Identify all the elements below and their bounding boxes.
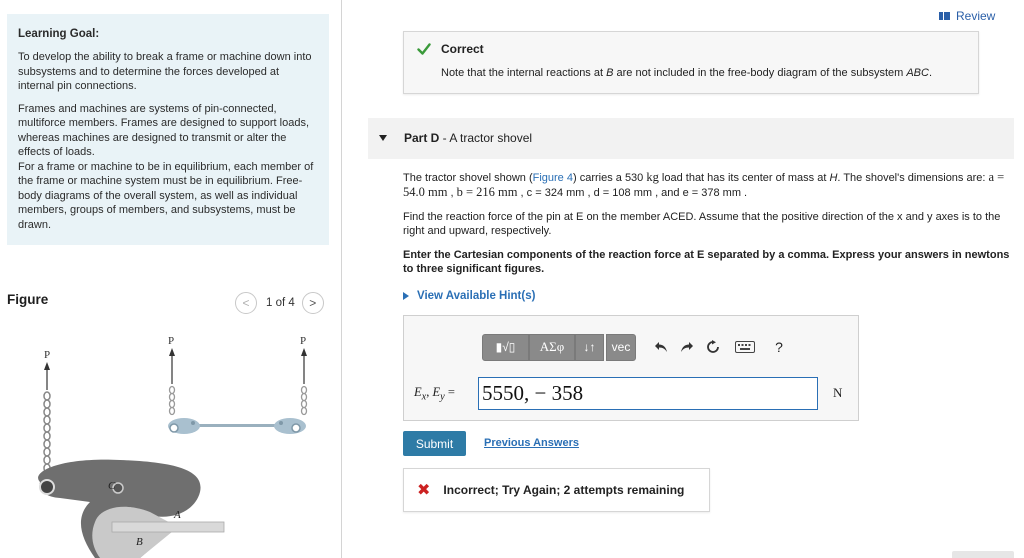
load-unit: kg <box>646 170 659 184</box>
dims-intro: . The shovel's dimensions are: <box>837 172 989 184</box>
label-ex: E <box>414 385 422 399</box>
part-prefix: Part D <box>404 131 440 145</box>
chevron-left-icon: < <box>242 296 250 310</box>
force-label-p-left: P <box>44 349 51 361</box>
greek-symbols-button[interactable]: ΑΣφ <box>529 334 575 361</box>
point-label-c: C <box>108 480 116 492</box>
part-name: A tractor shovel <box>449 131 533 145</box>
middle-pull-arrow <box>169 348 175 384</box>
previous-answers-link[interactable]: Previous Answers <box>484 437 579 449</box>
ground-slab <box>112 522 224 532</box>
view-hints-toggle[interactable] <box>403 290 535 302</box>
review-label: Review <box>956 9 996 23</box>
chevron-right-icon: > <box>309 296 317 310</box>
part-title <box>404 131 532 145</box>
problem-find: Find the reaction force of the pin at E on the member ACED. Assume that the positive direction of the x and y axes is to the right and upward, respectively. <box>403 211 1001 237</box>
figure-4-link[interactable]: Figure 4 <box>532 172 573 184</box>
part-d-header[interactable] <box>368 118 1014 159</box>
keyboard-icon[interactable] <box>732 334 758 361</box>
suspended-beam <box>168 418 306 434</box>
reset-icon[interactable] <box>700 334 726 361</box>
dim-a: a = 54.0 mm <box>403 170 1005 199</box>
problem-instructions: Enter the Cartesian components of the reaction force at E separated by a comma. Express your answers in newtons to three significant figures. <box>403 249 1010 275</box>
note-point: B <box>606 67 614 79</box>
learning-goal-heading: Learning Goal: <box>18 28 100 40</box>
dim-c: c = 324 mm <box>526 187 585 199</box>
intro-text-1: The tractor shovel shown ( <box>403 172 533 184</box>
part-separator: - <box>439 131 450 145</box>
submit-button[interactable]: Submit <box>403 431 466 456</box>
correct-note <box>441 67 932 79</box>
templates-button[interactable]: ▮√▯ <box>482 334 529 361</box>
incorrect-message: Incorrect; Try Again; 2 attempts remaining <box>443 483 685 497</box>
figure-image[interactable] <box>0 322 340 558</box>
answer-label: $E_x$, $E_y$ = <box>414 385 455 403</box>
figure-page-indicator: 1 of 4 <box>266 297 295 309</box>
dim-e: e = 378 mm <box>682 187 741 199</box>
point-h: H <box>829 172 838 184</box>
math-toolbar <box>482 333 792 361</box>
learning-goal-paragraph-3: For a frame or machine to be in equilibrium, each member of the frame or machine system must be in equilibrium. Free-body diagrams of the overall system, as well as individual members, groups of members, and subsystems, must be drawn. <box>18 160 314 231</box>
note-subsystem: ABC <box>906 67 929 79</box>
note-prefix: Note that the internal reactions at <box>441 67 607 79</box>
arrows-button[interactable]: ↓↑ <box>575 334 604 361</box>
label-equals: = <box>444 385 455 399</box>
learning-goal-paragraph-1: To develop the ability to break a frame or machine down into subsystems and to determine the forces developed at internal pin connections. <box>18 51 312 92</box>
previous-figure-button[interactable] <box>235 292 257 314</box>
problem-statement <box>403 170 1015 286</box>
review-link[interactable] <box>939 9 995 23</box>
answer-input[interactable]: 5550, − 358 <box>478 377 818 410</box>
problem-intro: The tractor shovel shown (Figure 4) carries a 530 kg load that has its center of mass at H. The shovel's dimensions are: a = 54.0 mm , b = 216 mm , c = 324 mm , d = 108 mm , and e = 378 mm . <box>403 170 1005 199</box>
force-label-p-right: P <box>300 335 307 347</box>
point-label-a: A <box>174 509 181 521</box>
tractor-shovel-figure <box>0 322 340 558</box>
help-icon[interactable]: ? <box>775 339 783 355</box>
note-middle: are not included in the free-body diagram of the subsystem <box>613 67 907 79</box>
label-ex-sub: x <box>421 391 427 403</box>
column-divider <box>341 0 342 558</box>
redo-icon[interactable] <box>674 334 700 361</box>
learning-goal-paragraph-2: Frames and machines are systems of pin-connected, multiforce members. Frames are designed to support loads, whereas machines are designed to transmit or alter the effects of loads. <box>18 102 310 158</box>
left-pull-arrow <box>44 362 50 390</box>
vec-button[interactable]: vec <box>606 334 636 361</box>
answer-panel <box>403 315 859 421</box>
caret-down-icon <box>379 135 387 141</box>
correct-title: Correct <box>441 42 484 56</box>
intro-text-3: load that has its center of mass at <box>658 172 830 184</box>
hints-label: View Available Hint(s) <box>417 290 536 302</box>
left-pin <box>40 480 54 494</box>
book-icon <box>939 12 950 20</box>
dim-d: d = 108 mm <box>593 187 653 199</box>
next-part-button[interactable] <box>952 551 1014 558</box>
cross-icon: ✖ <box>417 482 431 499</box>
undo-icon[interactable] <box>648 334 674 361</box>
figure-pager <box>235 292 324 314</box>
intro-text-2: ) carries a 530 <box>572 172 647 184</box>
correct-feedback <box>403 31 979 94</box>
note-suffix: . <box>928 67 933 79</box>
caret-right-icon <box>403 292 409 300</box>
point-label-b: B <box>136 536 143 548</box>
right-pull-arrow <box>301 348 307 384</box>
figure-title: Figure <box>7 292 49 307</box>
next-figure-button[interactable] <box>302 292 324 314</box>
dim-b: b = 216 mm <box>456 185 518 199</box>
label-ey: E <box>432 385 441 399</box>
upper-chains <box>170 387 307 415</box>
left-chain <box>44 392 50 480</box>
answer-unit: N <box>833 385 843 400</box>
checkmark-icon <box>417 42 431 56</box>
force-label-p-middle: P <box>168 335 175 347</box>
learning-goal-panel <box>7 14 329 245</box>
incorrect-feedback <box>403 468 710 512</box>
label-ey-sub: y <box>440 391 445 403</box>
